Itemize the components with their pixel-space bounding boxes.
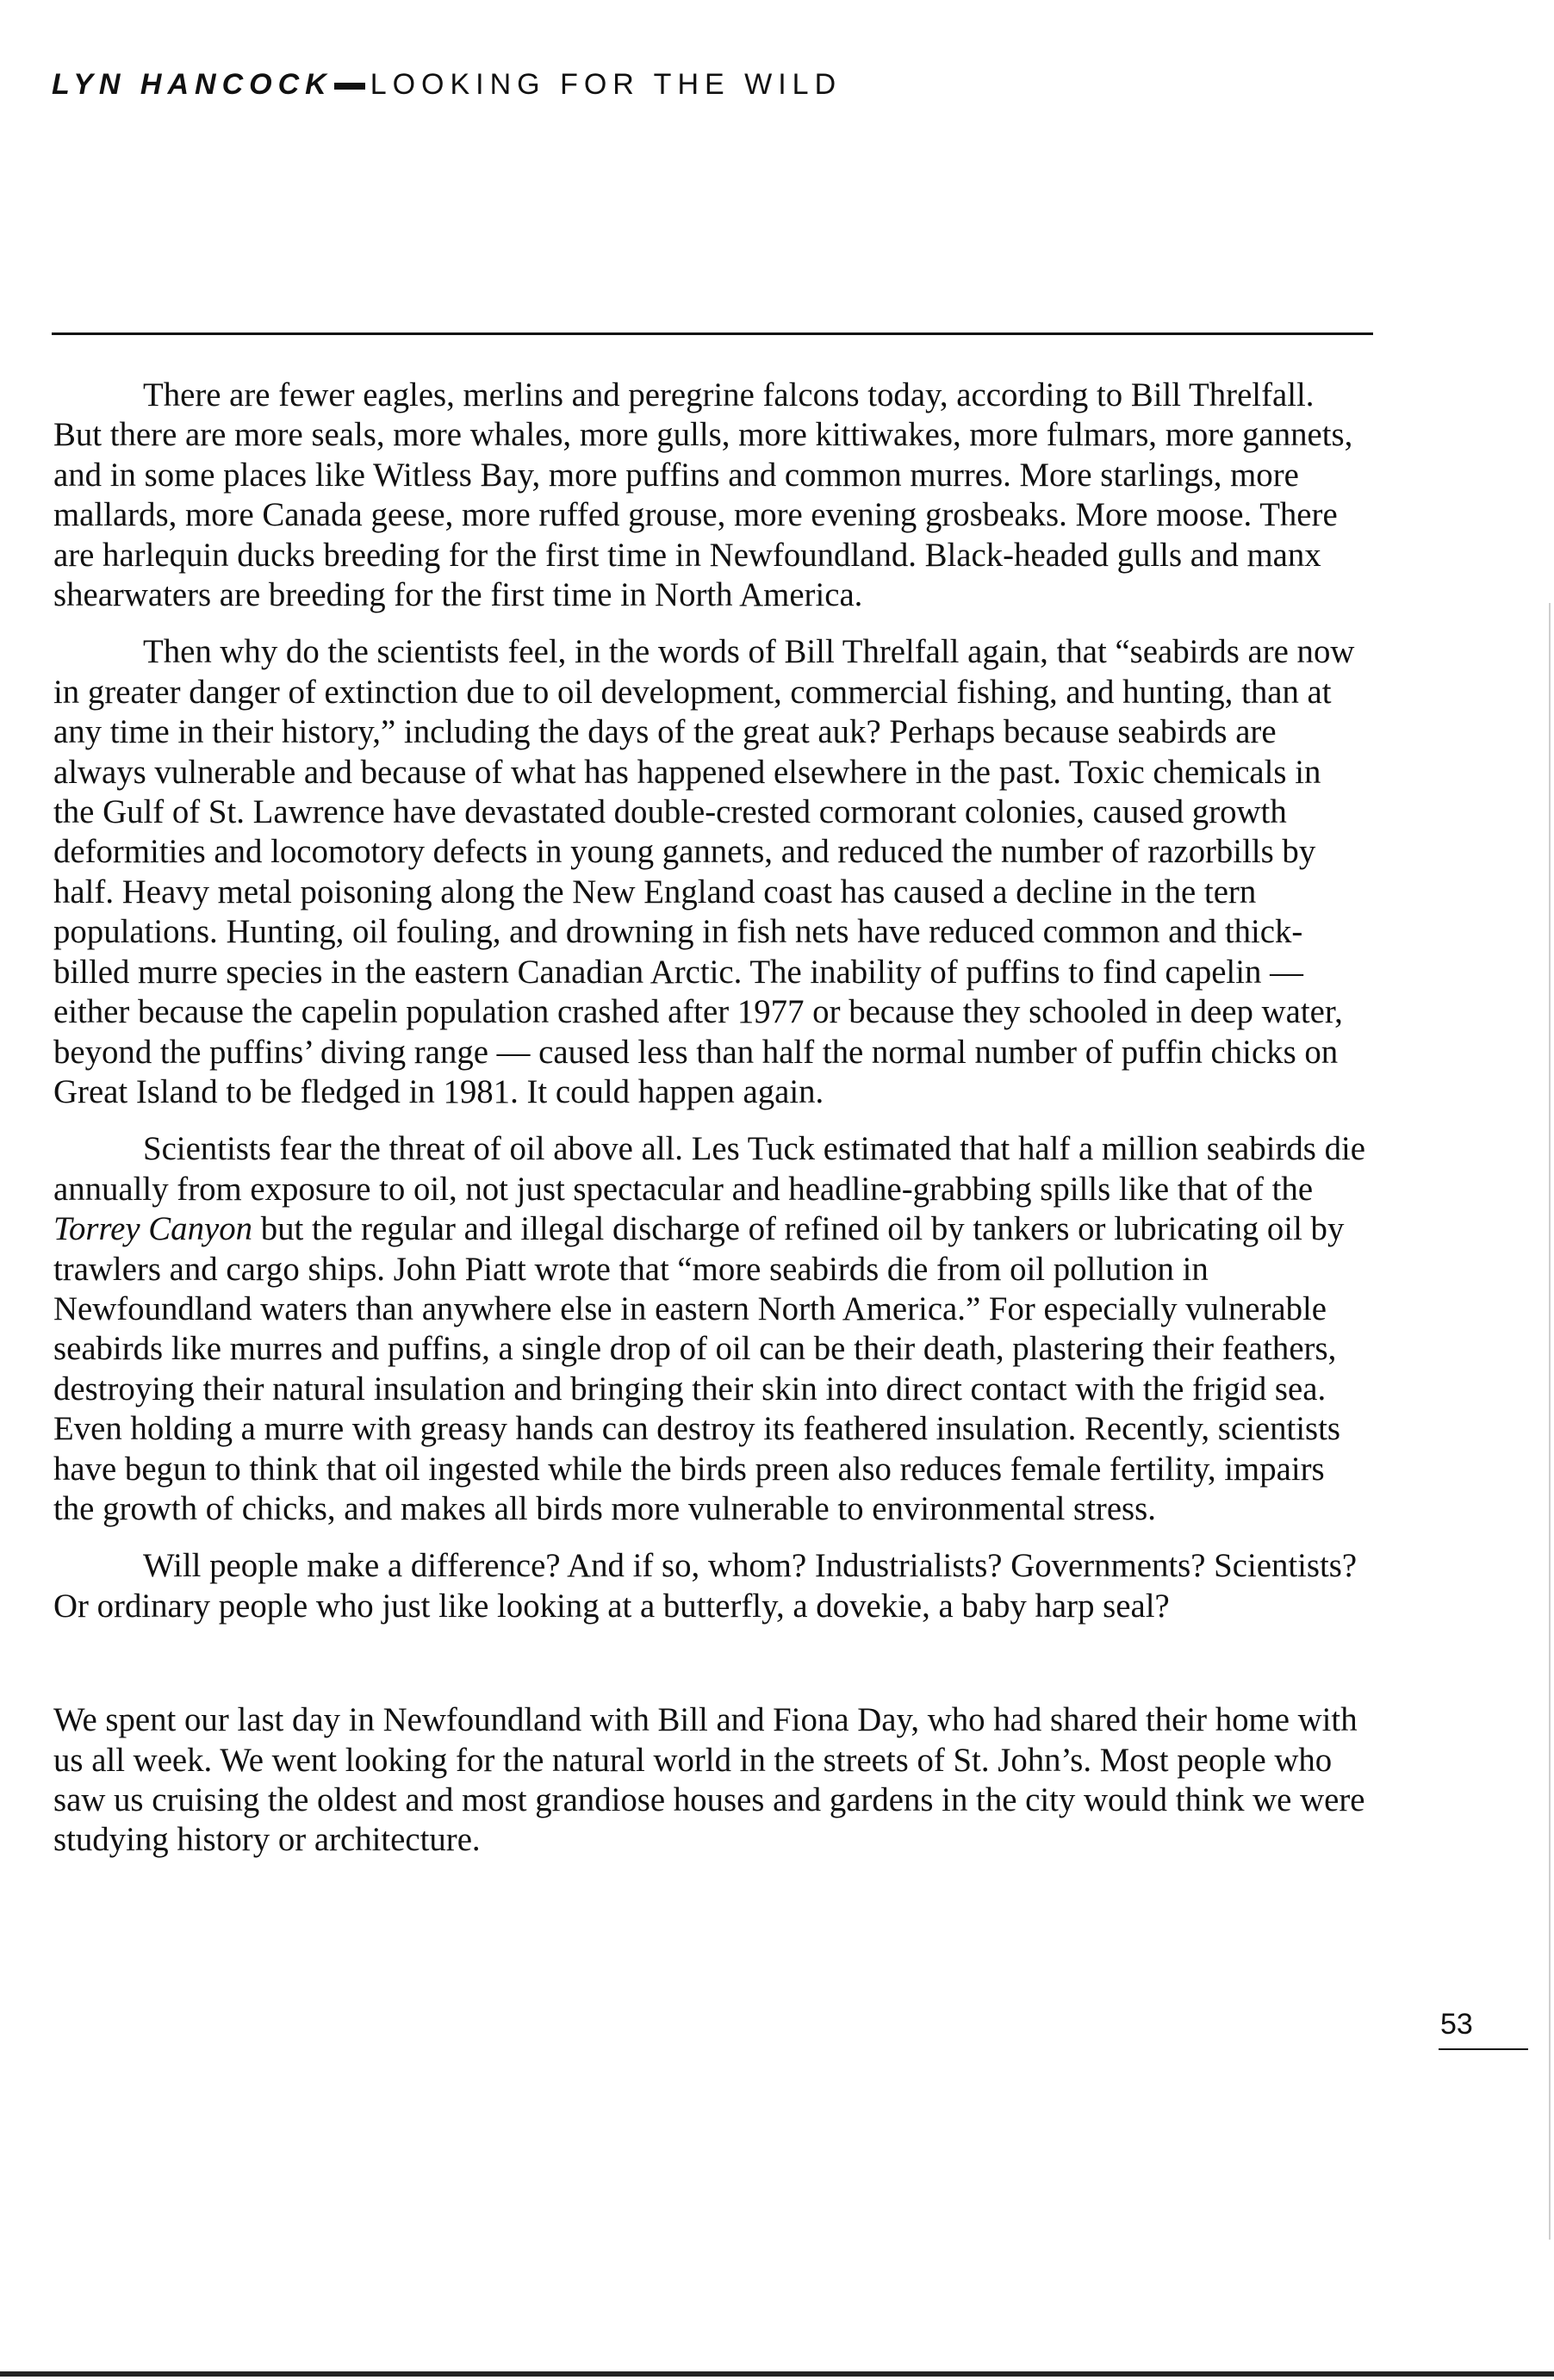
page-number: 53 (1440, 2008, 1473, 2041)
header-rule (52, 332, 1373, 335)
running-head-title: LOOKING FOR THE WILD (370, 68, 842, 101)
paragraph-3-part-2: but the regular and illegal discharge of refined oil by tankers or lubricating oil by trawlers and cargo ships. John Piatt wrote that “more seabirds die from oil pollution in Newfoundland waters than anywhere else in eastern North America.” For especially vulnerable seabirds like murres and puffins, a single drop of oil can be their death, plastering their feathers, destroying their natural insulation and bringing their skin into direct contact with the frigid sea. Even holding a murre with greasy hands can destroy its feathered insulation. Recently, scientists have begun to think that oil ingested while the birds preen also reduces female fertility, impairs the growth of chicks, and makes all birds more vulnerable to environmental stress. (53, 1210, 1345, 1527)
scan-edge-line (1549, 603, 1551, 2240)
paragraph-3 (53, 1129, 1370, 1529)
bottom-edge (0, 2371, 1554, 2377)
paragraph-5: We spent our last day in Newfoundland with Bill and Fiona Day, who had shared their home with us all week. We went looking for the natural world in the streets of St. John’s. Most people who saw us cruising the oldest and most grandiose houses and gardens in the city would think we were studying history or architecture. (53, 1701, 1365, 1859)
running-head-separator (334, 83, 365, 90)
running-head-author: LYN HANCOCK (52, 68, 333, 101)
paragraph-4: Will people make a difference? And if so, whom? Industrialists? Governments? Scientists? Or ordinary people who just like looking at a butterfly, a dovekie, a baby harp seal? (53, 1547, 1358, 1625)
running-head (52, 64, 842, 105)
paragraph-3-part-1: Scientists fear the threat of oil above all. Les Tuck estimated that half a million seabirds die annually from exposure to oil, not just spectacular and headline-grabbing spills like that of the (53, 1130, 1365, 1208)
ship-name: Torrey Canyon (53, 1210, 253, 1248)
page-number-rule (1439, 2048, 1528, 2050)
body-text (53, 376, 1370, 1861)
paragraph-1: There are fewer eagles, merlins and peregrine falcons today, according to Bill Threlfall. But there are more seals, more whales, more gulls, more kittiwakes, more fulmars, more gannets, and in some places like Witless Bay, more puffins and common murres. More starlings, more mallards, more Canada geese, more ruffed grouse, more evening grosbeaks. More moose. There are harlequin ducks breeding for the first time in Newfoundland. Black-headed gulls and manx shearwaters are breeding for the first time in North America. (53, 376, 1353, 614)
paragraph-2: Then why do the scientists feel, in the words of Bill Threlfall again, that “seabirds are now in greater danger of extinction due to oil development, commercial fishing, and hunting, than at any time in their history,” including the days of the great auk? Perhaps because seabirds are always vulnerable and because of what has happened elsewhere in the past. Toxic chemicals in the Gulf of St. Lawrence have devastated double-crested cormorant colonies, caused growth deformities and locomotory defects in young gannets, and reduced the number of razorbills by half. Heavy metal poisoning along the New England coast has caused a decline in the tern populations. Hunting, oil fouling, and drowning in fish nets have reduced common and thick-billed murre species in the eastern Canadian Arctic. The inability of puffins to find capelin — either because the capelin population crashed after 1977 or because they schooled in deep water, beyond the puffins’ diving range — caused less than half the normal number of puffin chicks on Great Island to be fledged in 1981. It could happen again. (53, 633, 1355, 1110)
